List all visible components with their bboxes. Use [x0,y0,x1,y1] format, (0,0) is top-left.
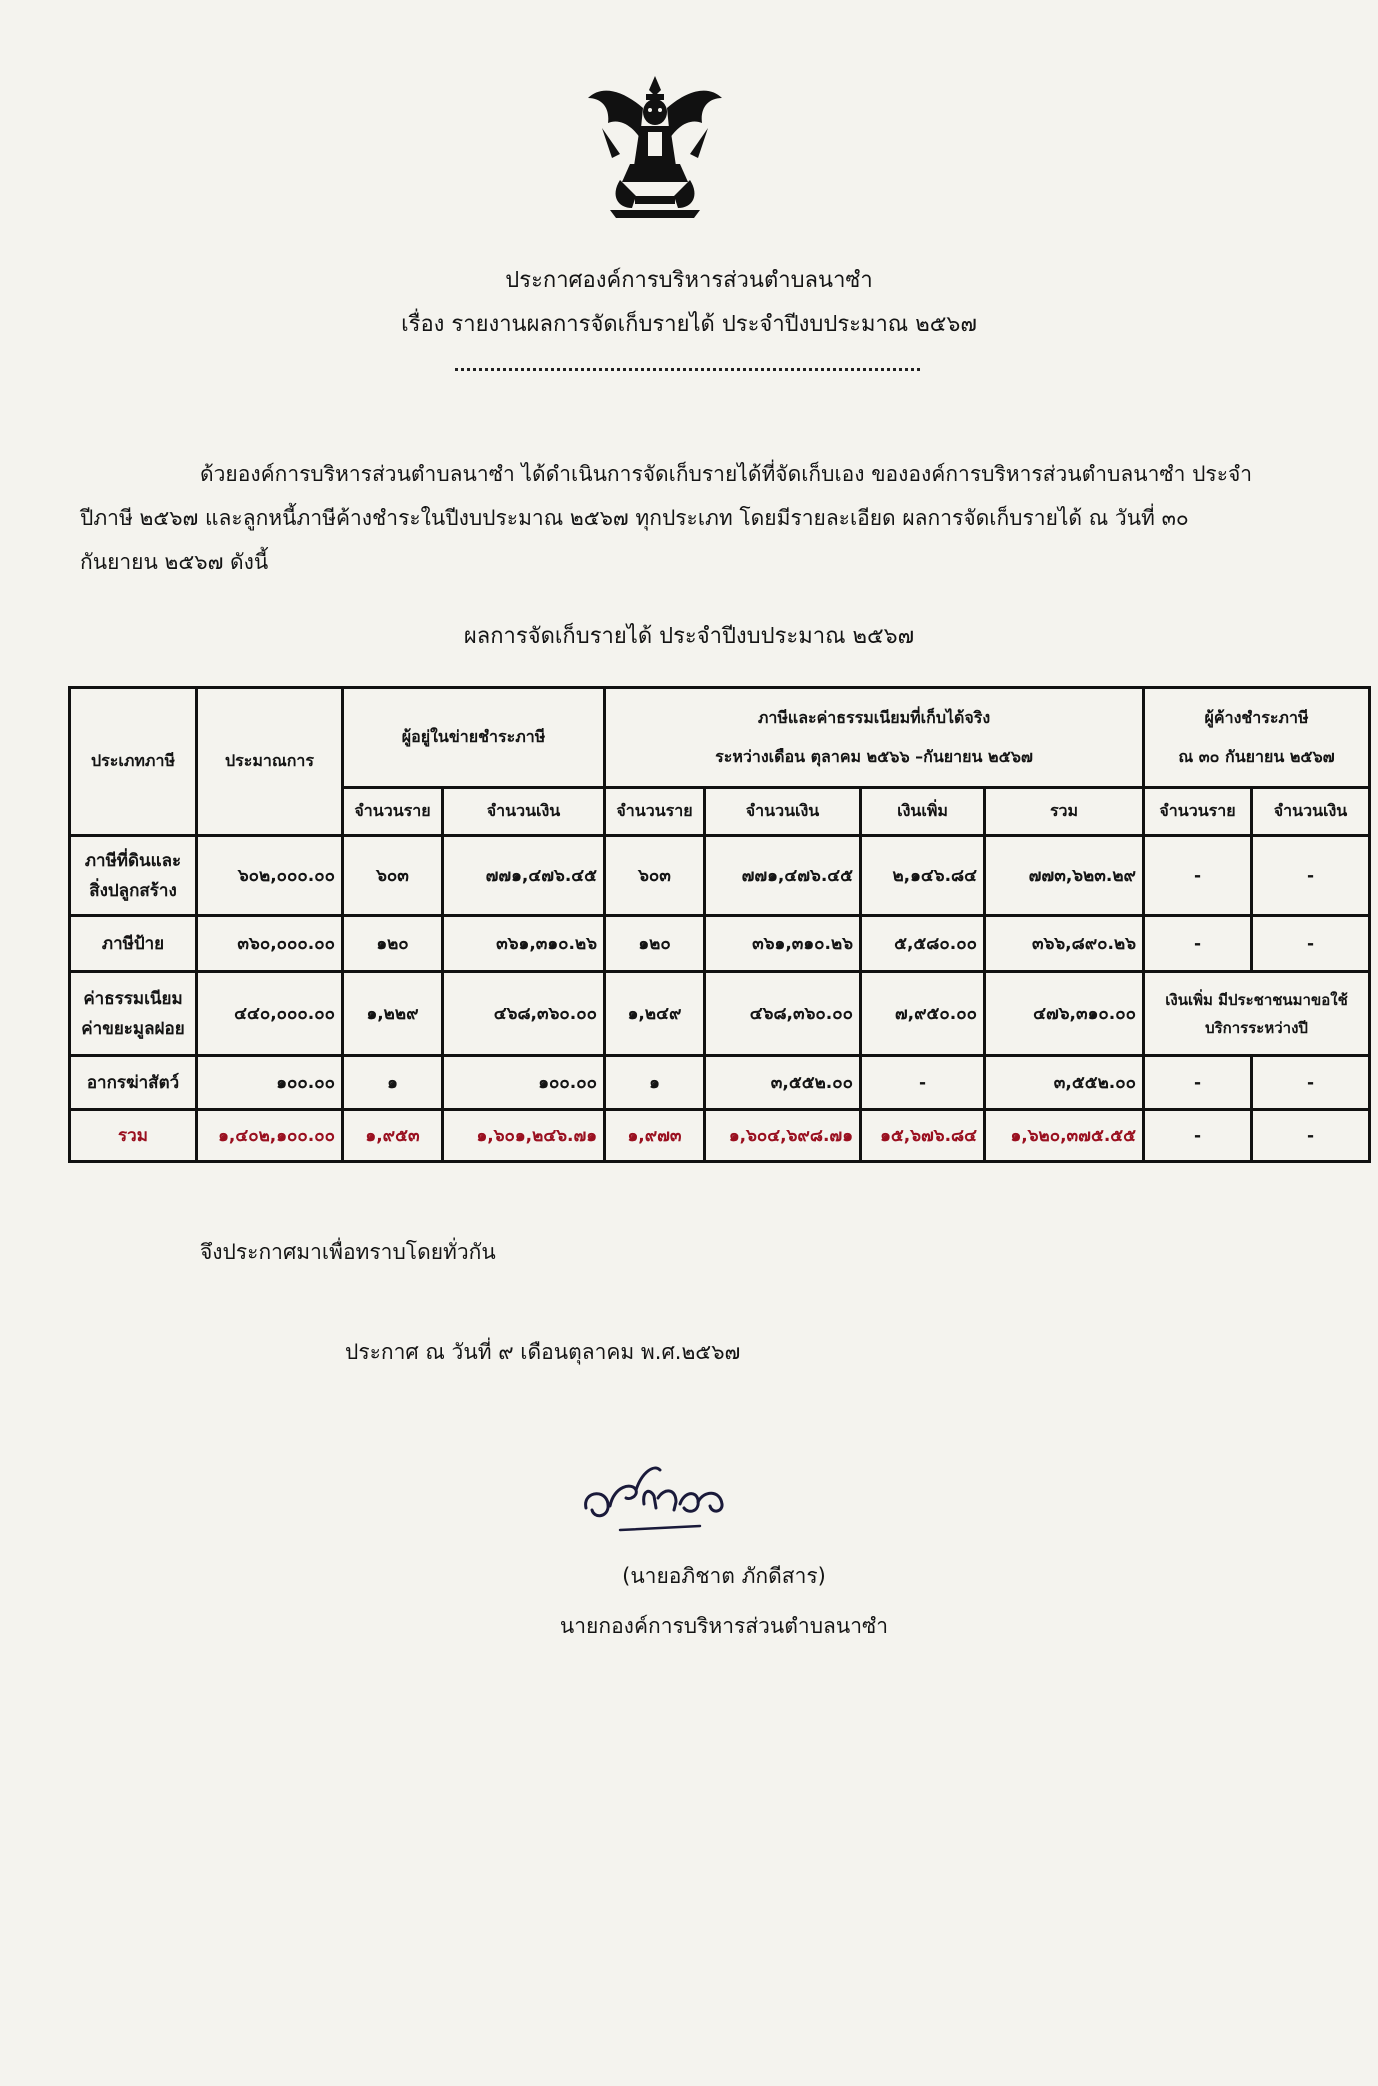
header-outstanding-date: ณ ๓๐ กันยายน ๒๕๖๗ [1178,746,1335,766]
row-col-total: ๗๗๓,๖๒๓.๒๙ [985,836,1144,916]
table-row [70,836,1370,916]
announcement-subject: เรื่อง รายงานผลการจัดเก็บรายได้ ประจำปีงบประมาณ ๒๕๖๗ [401,312,977,337]
row-estimate: ๖๐๒,๐๐๐.๐๐ [197,836,343,916]
row-col-count: ๑,๒๔๙ [605,972,705,1056]
row-col-amount: ๓๖๑,๓๑๐.๒๖ [705,916,861,972]
row-tax-type: ภาษีป้าย [70,916,197,972]
row-net-count: ๖๐๓ [343,836,443,916]
row-out-amount: - [1252,1056,1370,1110]
header-col-amount: จำนวนเงิน [705,788,861,836]
total-col-count: ๑,๙๗๓ [605,1110,705,1162]
garuda-emblem-icon [580,68,730,223]
total-net-amount: ๑,๖๐๑,๒๔๖.๗๑ [443,1110,605,1162]
row-estimate: ๓๖๐,๐๐๐.๐๐ [197,916,343,972]
header-tax-type: ประเภทภาษี [70,688,197,836]
row-tax-type-line2: ค่าขยะมูลฝอย [81,1018,185,1039]
row-col-surcharge: ๗,๙๕๐.๐๐ [861,972,985,1056]
row-estimate: ๑๐๐.๐๐ [197,1056,343,1110]
header-out-count: จำนวนราย [1144,788,1252,836]
header-col-total: รวม [985,788,1144,836]
total-col-surcharge: ๑๕,๖๗๖.๘๔ [861,1110,985,1162]
row-net-amount: ๔๖๘,๓๖๐.๐๐ [443,972,605,1056]
total-col-total: ๑,๖๒๐,๓๗๕.๕๕ [985,1110,1144,1162]
header-out-amount: จำนวนเงิน [1252,788,1370,836]
header-outstanding [1144,688,1370,788]
row-out-amount: - [1252,916,1370,972]
row-net-count: ๑๒๐ [343,916,443,972]
row-net-amount: ๑๐๐.๐๐ [443,1056,605,1110]
total-col-amount: ๑,๖๐๔,๖๙๘.๗๑ [705,1110,861,1162]
handwritten-signature [580,1460,740,1540]
row-tax-type: อากรฆ่าสัตว์ [70,1056,197,1110]
row-col-count: ๖๐๓ [605,836,705,916]
header-in-network: ผู้อยู่ในข่ายชำระภาษี [343,688,605,788]
total-estimate: ๑,๔๐๒,๑๐๐.๐๐ [197,1110,343,1162]
row-out-amount: - [1252,836,1370,916]
row-note: เงินเพิ่ม มีประชาชนมาขอใช้บริการระหว่างปี [1144,972,1370,1056]
signer-name: (นายอภิชาต ภักดีสาร) [622,1564,826,1588]
closing-statement: จึงประกาศมาเพื่อทราบโดยทั่วกัน [200,1240,496,1264]
row-tax-type-line1: ภาษีที่ดินและ [84,850,182,871]
row-col-amount: ๗๗๑,๔๗๖.๔๕ [705,836,861,916]
row-tax-type [70,836,197,916]
table-row [70,916,1370,972]
row-col-total: ๔๗๖,๓๑๐.๐๐ [985,972,1144,1056]
total-out-count: - [1144,1110,1252,1162]
table-row [70,972,1370,1056]
dotted-divider [455,368,920,371]
total-out-amount: - [1252,1110,1370,1162]
row-col-surcharge: ๕,๕๘๐.๐๐ [861,916,985,972]
row-col-total: ๓,๕๕๒.๐๐ [985,1056,1144,1110]
row-col-amount: ๔๖๘,๓๖๐.๐๐ [705,972,861,1056]
header-col-count: จำนวนราย [605,788,705,836]
announcement-title: ประกาศองค์การบริหารส่วนตำบลนาซำ [505,268,873,293]
row-tax-type-line1: ค่าธรรมเนียม [83,988,183,1009]
table-title: ผลการจัดเก็บรายได้ ประจำปีงบประมาณ ๒๕๖๗ [463,624,915,649]
intro-paragraph: ด้วยองค์การบริหารส่วนตำบลนาซำ ได้ดำเนินการจัดเก็บรายได้ที่จัดเก็บเอง ขององค์การบริหารส่วนตำบลนาซำ ประจำปีภาษี ๒๕๖๗ และลูกหนี้ภาษีค้างชำระในปีงบประมาณ ๒๕๖๗ ทุกประเภท โดยมีรายละเอียด ผลการจัดเก็บรายได้ ณ วันที่ ๓๐ กันยายน ๒๕๖๗ ดังนี้ [80,462,1253,574]
header-estimate: ประมาณการ [197,688,343,836]
header-row-1 [70,688,1370,788]
header-col-surcharge: เงินเพิ่ม [861,788,985,836]
announcement-date: ประกาศ ณ วันที่ ๙ เดือนตุลาคม พ.ศ.๒๕๖๗ [345,1340,741,1364]
row-net-amount: ๓๖๑,๓๑๐.๒๖ [443,916,605,972]
row-col-surcharge: - [861,1056,985,1110]
table-row [70,1056,1370,1110]
row-net-count: ๑ [343,1056,443,1110]
row-out-count: - [1144,1056,1252,1110]
total-net-count: ๑,๙๕๓ [343,1110,443,1162]
total-label: รวม [70,1110,197,1162]
row-col-total: ๓๖๖,๘๙๐.๒๖ [985,916,1144,972]
row-out-count: - [1144,916,1252,972]
row-tax-type-line2: สิ่งปลูกสร้าง [89,880,177,901]
row-col-amount: ๓,๕๕๒.๐๐ [705,1056,861,1110]
row-estimate: ๔๔๐,๐๐๐.๐๐ [197,972,343,1056]
revenue-table [68,686,1371,1163]
header-net-amount: จำนวนเงิน [443,788,605,836]
row-tax-type [70,972,197,1056]
header-collected [605,688,1144,788]
total-row [70,1110,1370,1162]
header-outstanding-label: ผู้ค้างชำระภาษี [1204,707,1309,727]
signer-position: นายกองค์การบริหารส่วนตำบลนาซำ [559,1614,889,1638]
row-col-surcharge: ๒,๑๔๖.๘๔ [861,836,985,916]
row-col-count: ๑ [605,1056,705,1110]
row-net-count: ๑,๒๒๙ [343,972,443,1056]
header-collected-period: ระหว่างเดือน ตุลาคม ๒๕๖๖ –กันยายน ๒๕๖๗ [715,746,1033,766]
row-col-count: ๑๒๐ [605,916,705,972]
row-net-amount: ๗๗๑,๔๗๖.๔๕ [443,836,605,916]
header-collected-label: ภาษีและค่าธรรมเนียมที่เก็บได้จริง [757,707,991,727]
header-net-count: จำนวนราย [343,788,443,836]
row-out-count: - [1144,836,1252,916]
